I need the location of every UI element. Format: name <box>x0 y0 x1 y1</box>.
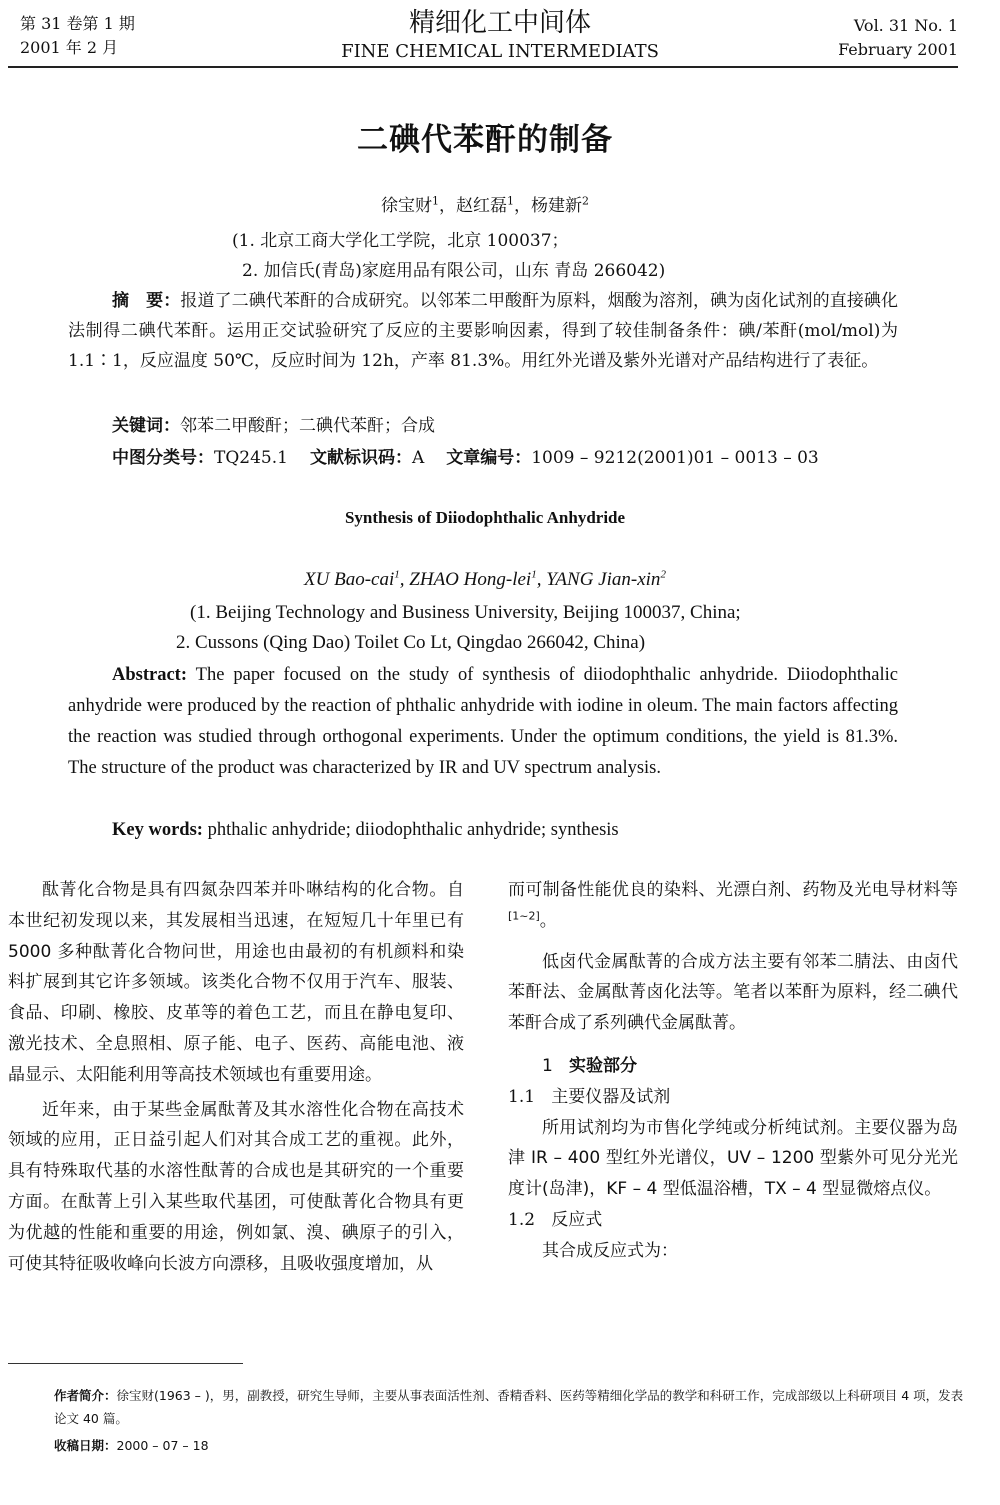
abstract-label-cn: 摘 要： <box>112 291 181 311</box>
author-sep: ， <box>514 196 531 216</box>
author-2-sup: 1 <box>507 194 514 208</box>
abstract-text-cn: 报道了二碘代苯酐的合成研究。以邻苯二甲酸酐为原料，烟酸为溶剂，碘为卤化试剂的直接碘化法制得二碘代苯酐。运用正交试验研究了反应的主要影响因素，得到了较佳制备条件：碘/苯酐(mol/mol)为 1.1∶1，反应温度 50℃，反应时间为 12h，产率 81.3%。用红外光谱及紫外光谱对产品结构进行了表征。 <box>68 291 899 371</box>
keywords-label-cn: 关键词： <box>112 416 180 436</box>
author-3-en-sup: 2 <box>660 568 666 581</box>
author-1-sup: 1 <box>432 194 439 208</box>
section-heading-1-1 <box>508 1082 958 1113</box>
paper-title-cn: 二碘代苯酐的制备 <box>357 122 613 158</box>
header-volume-en <box>838 14 958 62</box>
affiliation-en-2: 2. Cussons (Qing Dao) Toilet Co Lt, Qingdao 266042, China) <box>176 632 646 653</box>
affiliation-cn-2: 2. 加信氏(青岛)家庭用品有限公司，山东 青岛 266042) <box>242 261 666 281</box>
author-2-en-sup: 1 <box>531 568 537 581</box>
body-right-column <box>508 875 958 1267</box>
authors-en <box>0 566 970 594</box>
affiliation-en <box>176 598 741 658</box>
classification-cn <box>112 444 819 472</box>
abstract-text-en: The paper focused on the study of synthesis of diiodophthalic anhydride. Diiodophthalic anhydride were produced by the reaction of phthalic anhydride with iodine in oleum. The main factors affecting the reaction was studied through orthogonal experiments. Under the optimum conditions, the yield is 81.3%. The structure of the product was characterized by IR and UV spectrum analysis. <box>68 665 898 778</box>
footnote-author-text: 徐宝财(1963 – )，男，副教授，研究生导师，主要从事表面活性剂、香精香料、医药等精细化学品的教学和科研工作，完成部级以上科研项目 4 项，发表论文 40 篇。 <box>54 1388 964 1426</box>
section-heading-1 <box>508 1051 958 1082</box>
article-id-label: 文章编号： <box>446 448 532 468</box>
subsection-title: 主要仪器及试剂 <box>551 1086 671 1107</box>
body-paragraph: 近年来，由于某些金属酞菁及其水溶性化合物在高技术领域的应用，正日益引起人们对其合成工艺的重视。此外，具有特殊取代基的水溶性酞菁的合成也是其研究的一个重要方面。在酞菁上引入某些取代基团，可使酞菁化合物具有更为优越的性能和重要的用途，例如氯、溴、碘原子的引入，可使其特征吸收峰向长波方向漂移，且吸收强度增加，从 <box>8 1099 464 1274</box>
journal-title-block <box>300 6 700 64</box>
section-title: 实验部分 <box>569 1055 638 1076</box>
article-id-value: 1009 – 9212(2001)01 – 0013 – 03 <box>531 448 819 468</box>
citation-ref: [1~2] <box>508 909 540 923</box>
paper-title-en: Synthesis of Diiodophthalic Anhydride <box>344 508 626 527</box>
footnote-date <box>54 1434 964 1457</box>
author-sep-en: , <box>399 569 410 590</box>
volume-issue-en: Vol. 31 No. 1 <box>853 16 958 35</box>
author-3-cn: 杨建新 <box>531 196 582 216</box>
body-paragraph: 其合成反应式为： <box>542 1240 678 1261</box>
subsection-title: 反应式 <box>551 1209 603 1230</box>
body-paragraph: 酞菁化合物是具有四氮杂四苯并卟啉结构的化合物。自本世纪初发现以来，其发展相当迅速，在短短几十年里已有 5000 多种酞菁化合物问世，用途也由最初的有机颜料和染料扩展到其它许多领域。该类化合物不仅用于汽车、服装、食品、印刷、橡胶、皮革等的着色工艺，而且在静电复印、激光技术、全息照相、原子能、电子、医药、高能电池、液晶显示、太阳能利用等高技术领域也有重要用途。 <box>8 880 464 1085</box>
section-heading-1-2 <box>508 1205 958 1236</box>
date-cn: 2001 年 2 月 <box>20 38 119 57</box>
body-left-column <box>8 875 464 1279</box>
subsection-number: 1.2 <box>508 1209 536 1230</box>
volume-issue-cn: 第 31 卷第 1 期 <box>20 14 135 33</box>
author-1-cn: 徐宝财 <box>381 196 432 216</box>
doc-code-value: A <box>411 448 425 468</box>
footnote-date-label: 收稿日期： <box>54 1438 117 1453</box>
keywords-text-cn: 邻苯二甲酸酐；二碘代苯酐；合成 <box>180 416 435 436</box>
clc-label: 中图分类号： <box>112 448 214 468</box>
keywords-text-en: phthalic anhydride; diiodophthalic anhydride; synthesis <box>202 820 619 840</box>
author-3-en: YANG Jian-xin <box>546 569 661 590</box>
keywords-cn <box>112 412 435 440</box>
footnote-date-text: 2000 – 07 – 18 <box>116 1438 209 1453</box>
date-en: February 2001 <box>838 40 958 59</box>
abstract-label-en: Abstract: <box>112 665 188 685</box>
author-1-en-sup: 1 <box>394 568 400 581</box>
footnote-author-label: 作者简介： <box>54 1388 117 1403</box>
affiliation-cn-1: (1. 北京工商大学化工学院，北京 100037； <box>232 231 569 251</box>
journal-title-en: FINE CHEMICAL INTERMEDIATS <box>341 41 659 62</box>
doc-code-label: 文献标识码： <box>309 448 412 468</box>
footnote-rule <box>8 1363 243 1364</box>
abstract-cn <box>68 286 898 376</box>
affiliation-en-1: (1. Beijing Technology and Business University, Beijing 100037, China; <box>190 602 741 623</box>
body-text-end: 。 <box>539 910 557 931</box>
clc-value: TQ245.1 <box>214 448 288 468</box>
subsection-number: 1.1 <box>508 1086 536 1107</box>
journal-title-cn: 精细化工中间体 <box>408 8 591 38</box>
author-3-sup: 2 <box>582 194 589 208</box>
body-paragraph: 所用试剂均为市售化学纯或分析纯试剂。主要仪器为岛津 IR – 400 型红外光谱仪，UV – 1200 型紫外可见分光光度计(岛津)，KF – 4 型低温浴槽，TX – 4 型显微熔点仪。 <box>508 1117 958 1200</box>
abstract-en <box>68 660 898 784</box>
header-volume-cn <box>20 12 135 60</box>
keywords-en <box>112 816 619 844</box>
author-sep: ， <box>439 196 456 216</box>
body-text: 而可制备性能优良的染料、光漂白剂、药物及光电导材料等 <box>508 880 958 900</box>
authors-cn <box>0 192 970 220</box>
body-paragraph: 低卤代金属酞菁的合成方法主要有邻苯二腈法、由卤代苯酐法、金属酞菁卤化法等。笔者以苯酐为原料，经二碘代苯酐合成了系列碘代金属酞菁。 <box>508 951 958 1034</box>
author-2-cn: 赵红磊 <box>456 196 507 216</box>
author-2-en: ZHAO Hong-lei <box>409 569 532 590</box>
footnote-author <box>54 1384 964 1430</box>
header-rule <box>8 66 958 68</box>
section-number: 1 <box>542 1055 553 1076</box>
author-sep-en: , <box>536 569 547 590</box>
keywords-label-en: Key words: <box>112 820 203 840</box>
body-paragraph <box>508 875 958 937</box>
author-1-en: XU Bao-cai <box>304 569 395 590</box>
affiliation-cn <box>232 226 665 286</box>
